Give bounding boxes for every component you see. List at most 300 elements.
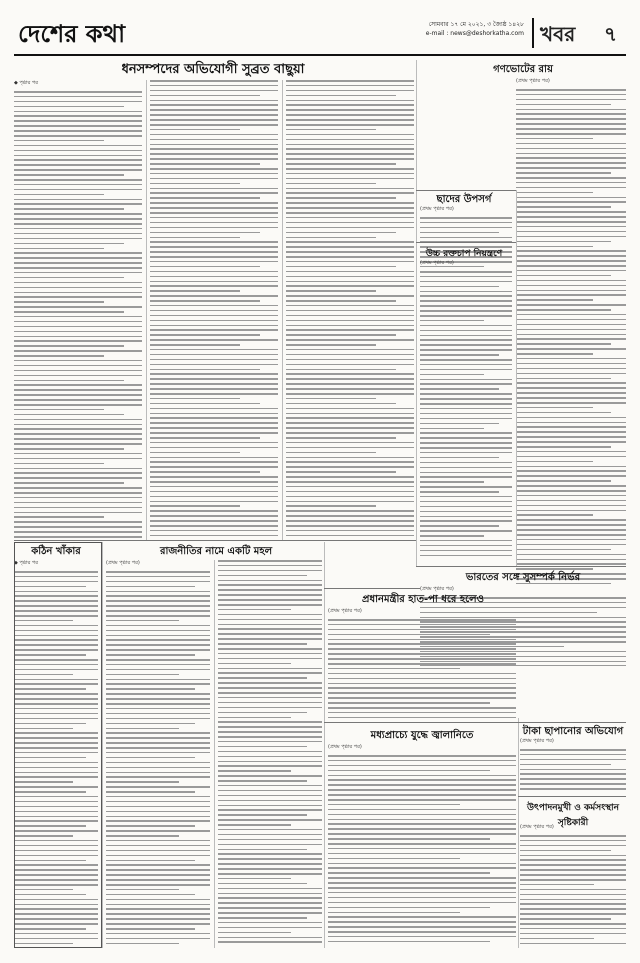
text-line (328, 833, 516, 835)
text-line (14, 365, 142, 367)
text-line (14, 472, 142, 474)
text-line (420, 462, 512, 464)
text-line (516, 539, 626, 541)
text-line (14, 145, 142, 147)
text-line (218, 814, 307, 816)
text-line (420, 525, 499, 527)
text-line (420, 472, 512, 474)
article-body (14, 80, 142, 538)
text-line (14, 91, 142, 93)
article-headline: উচ্চ রক্তচাপ নিয়ন্ত্রণে (425, 249, 503, 259)
text-line (516, 148, 626, 150)
text-line (516, 490, 626, 492)
text-line (516, 470, 626, 472)
text-line (218, 785, 322, 787)
text-line (106, 850, 210, 852)
text-line (14, 399, 142, 401)
text-line (420, 530, 512, 532)
text-line (328, 692, 516, 694)
text-line (520, 773, 626, 775)
text-line (150, 212, 278, 214)
text-line (106, 767, 210, 769)
text-line (14, 125, 142, 127)
text-line (150, 466, 278, 468)
text-line (14, 380, 124, 382)
text-line (420, 339, 512, 341)
text-line (286, 530, 414, 532)
text-line (520, 908, 626, 910)
article-byline: (প্রথম পৃষ্ঠার পর) (420, 586, 454, 592)
text-line (106, 615, 210, 617)
text-line (14, 463, 104, 465)
text-line (218, 702, 322, 704)
text-line (286, 271, 414, 273)
text-line (150, 256, 278, 258)
text-line (420, 481, 484, 483)
text-line (106, 913, 210, 915)
text-line (516, 505, 626, 507)
text-line (14, 233, 142, 235)
text-line (286, 114, 414, 116)
text-line (420, 467, 512, 469)
article-headline: কঠিন খাঁকার (31, 546, 81, 557)
text-line (106, 737, 210, 739)
text-line (420, 286, 499, 288)
text-line (150, 192, 278, 194)
text-line (286, 413, 414, 415)
text-line (218, 609, 291, 611)
text-line (286, 95, 396, 97)
text-line (150, 173, 278, 175)
section-name: খবর (540, 22, 576, 46)
text-line (218, 819, 322, 821)
text-line (106, 806, 210, 808)
article-headline: টাকা ছাপানোর অভিযোগ (522, 726, 624, 737)
text-line (286, 197, 396, 199)
text-line (516, 99, 626, 101)
text-line (14, 384, 142, 386)
text-line (150, 315, 278, 317)
text-line (286, 476, 414, 478)
text-line (420, 486, 512, 488)
text-line (286, 461, 414, 463)
text-line (516, 334, 626, 336)
text-line (286, 452, 376, 454)
text-line (218, 834, 322, 836)
text-line (420, 393, 512, 395)
text-line (14, 409, 104, 411)
text-line (150, 452, 240, 454)
text-line (14, 389, 142, 391)
text-line (14, 257, 142, 259)
text-line (516, 524, 626, 526)
text-line (516, 123, 626, 125)
text-line (14, 179, 142, 181)
text-line (328, 887, 516, 889)
text-line (150, 85, 278, 87)
text-line (106, 811, 210, 813)
text-line (286, 442, 414, 444)
text-line (286, 251, 414, 253)
article-byline: (প্রথম পৃষ্ঠার পর) (516, 78, 550, 84)
text-line (106, 801, 210, 803)
text-line (106, 889, 179, 891)
text-line (14, 115, 142, 117)
text-line (516, 133, 626, 135)
text-line (150, 134, 278, 136)
section-rule (416, 190, 516, 191)
article-byline: (প্রথম পৃষ্ঠার পর) (106, 560, 140, 566)
article-box (14, 542, 102, 948)
text-line (286, 202, 414, 204)
text-line (328, 770, 490, 772)
section-rule (518, 796, 626, 797)
text-line (14, 130, 142, 132)
text-line (516, 559, 626, 561)
email-address: e-mail : news@deshorkatha.com (425, 30, 524, 37)
text-line (218, 858, 322, 860)
text-line (516, 446, 611, 448)
text-line (516, 510, 626, 512)
text-line (106, 791, 195, 793)
text-line (150, 251, 278, 253)
text-line (218, 888, 322, 890)
text-line (286, 354, 414, 356)
text-line (14, 243, 124, 245)
text-line (516, 456, 626, 458)
text-line (14, 438, 142, 440)
text-line (218, 761, 322, 763)
article-byline: (প্রথম পৃষ্ঠার পর) (420, 260, 454, 266)
text-line (150, 501, 278, 503)
text-line (286, 520, 414, 522)
text-line (150, 232, 260, 234)
text-line (150, 413, 278, 415)
text-line (218, 668, 322, 670)
text-line (106, 571, 210, 573)
column-rule (516, 190, 517, 566)
text-line (106, 610, 210, 612)
text-line (516, 221, 626, 223)
text-line (14, 248, 104, 250)
text-line (328, 648, 516, 650)
text-line (516, 534, 626, 536)
text-line (420, 300, 512, 302)
text-line (218, 902, 322, 904)
text-line (150, 227, 278, 229)
text-line (106, 718, 210, 720)
text-line (106, 605, 210, 607)
text-line (218, 780, 307, 782)
text-line (286, 241, 414, 243)
text-line (286, 378, 414, 380)
text-line (520, 894, 626, 896)
text-line (286, 525, 414, 527)
text-line (106, 918, 210, 920)
text-line (218, 937, 322, 939)
text-line (14, 296, 142, 298)
section-rule (416, 242, 516, 243)
text-line (420, 457, 499, 459)
text-line (150, 349, 278, 351)
text-line (150, 325, 278, 327)
text-line (420, 516, 512, 518)
text-line (218, 824, 291, 826)
text-line (106, 664, 210, 666)
text-line (516, 211, 626, 213)
text-line (106, 703, 210, 705)
text-line (516, 162, 626, 164)
text-line (516, 480, 611, 482)
text-line (520, 913, 626, 915)
text-line (218, 633, 322, 635)
text-line (218, 853, 322, 855)
text-line (520, 845, 626, 847)
column-rule (146, 80, 147, 540)
text-line (218, 731, 322, 733)
text-line (106, 708, 210, 710)
article-byline: (প্রথম পৃষ্ঠার পর) (420, 206, 454, 212)
text-line (328, 683, 516, 685)
text-line (516, 461, 593, 463)
article-body (328, 608, 516, 720)
text-line (150, 290, 240, 292)
text-line (328, 931, 516, 933)
text-line (286, 129, 376, 131)
text-line (420, 364, 512, 366)
text-line (516, 407, 593, 409)
text-line (150, 109, 278, 111)
text-line (218, 765, 322, 767)
text-line (520, 943, 626, 945)
text-line (150, 158, 278, 160)
text-line (328, 779, 516, 781)
text-line (516, 422, 626, 424)
text-line (420, 452, 512, 454)
text-line (516, 187, 626, 189)
text-line (14, 497, 142, 499)
text-line (328, 877, 516, 879)
text-line (14, 526, 142, 528)
text-line (106, 864, 210, 866)
text-line (106, 591, 210, 593)
text-line (150, 378, 278, 380)
text-line (218, 687, 322, 689)
text-line (150, 163, 260, 165)
text-line (286, 295, 414, 297)
article-body (520, 738, 626, 792)
text-line (106, 928, 195, 930)
text-line (14, 404, 142, 406)
text-line (286, 227, 414, 229)
text-line (520, 859, 626, 861)
text-line (328, 941, 490, 943)
text-line (420, 217, 512, 219)
text-line (286, 80, 414, 82)
text-line (516, 246, 593, 248)
text-line (328, 687, 516, 689)
text-line (328, 814, 516, 816)
article-byline: (প্রথম পৃষ্ঠার পর) (520, 738, 554, 744)
text-line (150, 310, 278, 312)
text-line (286, 373, 414, 375)
text-line (150, 295, 278, 297)
text-line (218, 863, 322, 865)
text-line (516, 392, 626, 394)
column-rule (518, 718, 519, 948)
text-line (218, 658, 322, 660)
text-line (14, 507, 142, 509)
text-line (150, 461, 278, 463)
text-line (106, 698, 210, 700)
text-line (218, 575, 307, 577)
text-line (520, 749, 626, 751)
text-line (106, 904, 210, 906)
text-line (218, 663, 291, 665)
article-headline: ধনসম্পদের অভিযোগী সুব্রত বাছুয়া (121, 62, 305, 77)
text-line (286, 237, 376, 239)
text-line (516, 231, 626, 233)
text-line (420, 315, 512, 317)
text-line (420, 442, 512, 444)
text-line (218, 922, 322, 924)
text-line (106, 835, 179, 837)
text-line (150, 417, 278, 419)
text-line (516, 338, 626, 340)
text-line (14, 468, 142, 470)
text-line (150, 202, 278, 204)
text-line (420, 506, 512, 508)
text-line (328, 892, 516, 894)
text-line (150, 124, 278, 126)
text-line (286, 290, 376, 292)
text-line (516, 182, 626, 184)
text-line (516, 255, 626, 257)
text-line (14, 228, 142, 230)
text-line (150, 153, 278, 155)
text-line (516, 397, 626, 399)
text-line (106, 933, 210, 935)
text-line (420, 418, 512, 420)
text-line (328, 653, 516, 655)
text-line (218, 594, 322, 596)
text-line (420, 423, 499, 425)
text-line (218, 839, 322, 841)
text-line (328, 634, 490, 636)
text-line (218, 712, 307, 714)
text-line (14, 101, 142, 103)
text-line (150, 276, 278, 278)
section-rule (324, 722, 626, 723)
issue-date: সোমবার ১৭ মে ২০২১, ৩ জ্যৈষ্ঠ ১৪২৮ (428, 21, 524, 28)
text-line (516, 368, 626, 370)
text-line (516, 143, 626, 145)
text-line (106, 943, 179, 945)
text-line (520, 869, 626, 871)
text-line (106, 679, 210, 681)
text-line (150, 95, 260, 97)
text-line (286, 85, 414, 87)
text-line (14, 458, 142, 460)
text-line (106, 693, 210, 695)
text-line (106, 816, 210, 818)
text-line (150, 100, 278, 102)
text-line (150, 334, 260, 336)
text-line (286, 481, 414, 483)
text-line (286, 104, 414, 106)
text-line (516, 417, 626, 419)
text-line (516, 563, 626, 565)
text-line (286, 276, 414, 278)
text-line (106, 644, 210, 646)
text-line (420, 555, 512, 557)
text-line (286, 403, 396, 405)
text-line (286, 457, 414, 459)
text-line (286, 325, 414, 327)
text-line (106, 845, 210, 847)
text-line (14, 301, 104, 303)
text-line (150, 403, 260, 405)
text-line (106, 649, 210, 651)
text-line (420, 330, 512, 332)
text-line (420, 379, 512, 381)
text-line (520, 928, 626, 930)
text-line (286, 329, 414, 331)
text-line (286, 109, 414, 111)
text-line (106, 581, 210, 583)
text-line (516, 104, 611, 106)
text-line (516, 294, 626, 296)
text-line (286, 124, 414, 126)
text-line (328, 702, 490, 704)
text-line (420, 437, 512, 439)
text-line (516, 314, 626, 316)
text-line (286, 90, 414, 92)
article-body (106, 560, 210, 946)
text-line (218, 907, 322, 909)
text-line (218, 868, 322, 870)
text-line (106, 713, 210, 715)
text-line (150, 139, 278, 141)
text-line (516, 358, 626, 360)
text-line (14, 433, 142, 435)
text-line (286, 393, 414, 395)
text-line (328, 707, 516, 709)
text-line (14, 419, 142, 421)
text-line (106, 786, 210, 788)
text-line (286, 261, 414, 263)
text-line (328, 912, 460, 914)
text-line (516, 113, 626, 115)
text-line (328, 658, 516, 660)
column-rule (324, 542, 325, 948)
text-line (420, 403, 512, 405)
text-line (150, 535, 278, 537)
text-line (328, 926, 516, 928)
text-line (218, 751, 322, 753)
text-line (286, 383, 414, 385)
text-line (520, 764, 611, 766)
text-line (106, 728, 179, 730)
text-line (420, 295, 512, 297)
text-line (150, 217, 278, 219)
text-line (420, 227, 512, 229)
text-line (286, 491, 414, 493)
text-line (218, 741, 322, 743)
text-line (14, 267, 142, 269)
text-line (14, 336, 142, 338)
text-line (328, 907, 490, 909)
